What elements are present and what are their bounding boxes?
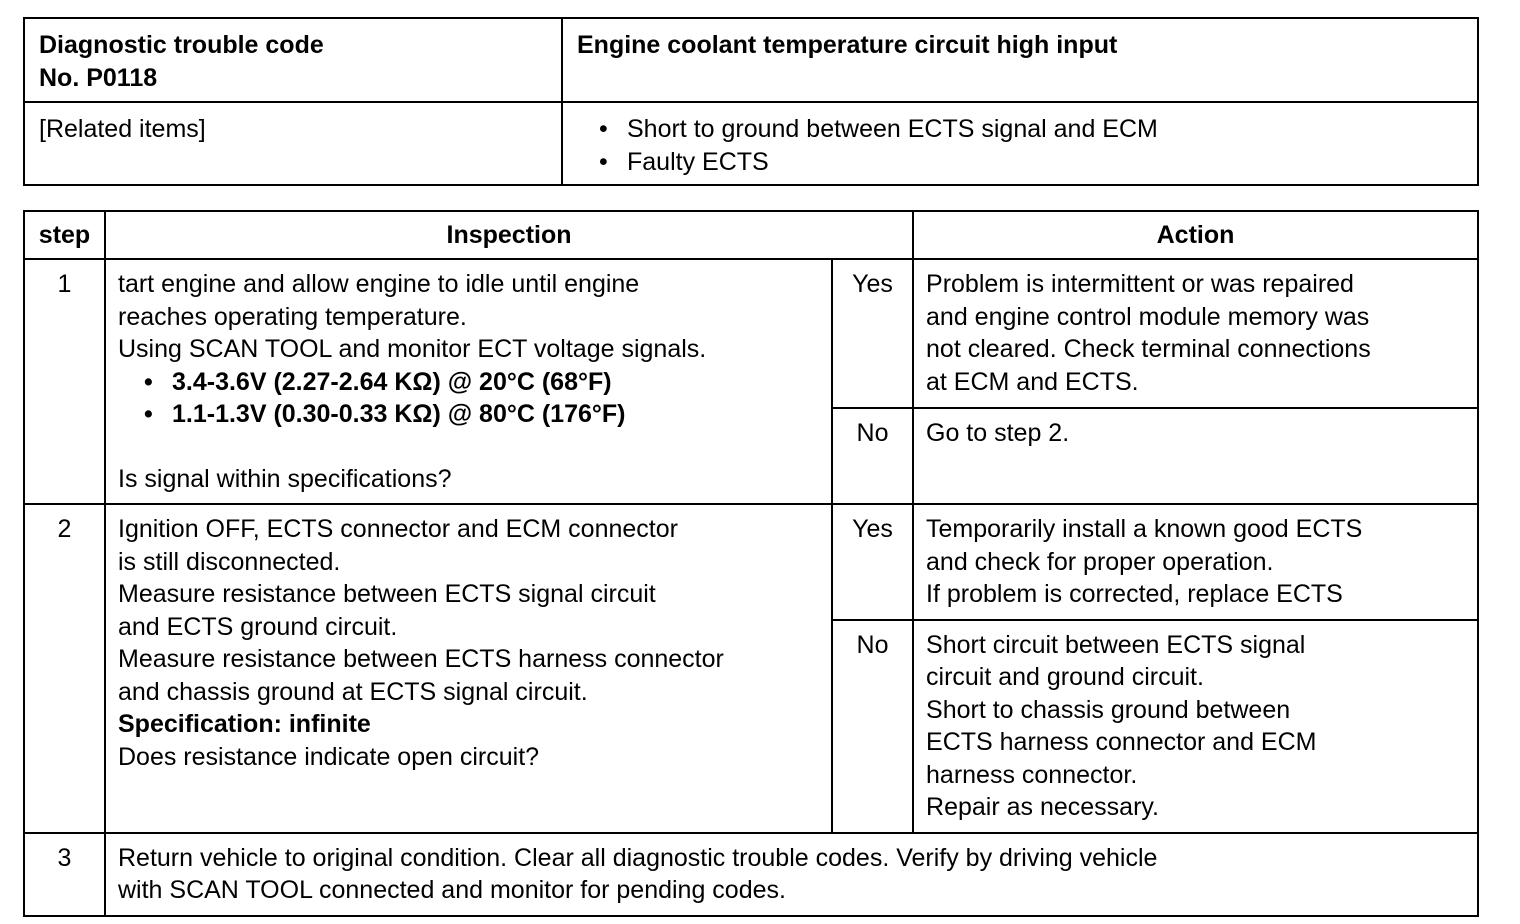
inspection-question: Is signal within specifications? [118, 464, 452, 493]
no-action-cell [913, 620, 1478, 833]
action-line: Temporarily install a known good ECTS [926, 515, 1363, 543]
inspection-line: tart engine and allow engine to idle until engine [118, 270, 640, 298]
related-label-cell [24, 102, 562, 185]
action-column-header: Action [913, 211, 1478, 259]
no-label: No [832, 620, 913, 833]
inspection-column-header: Inspection [105, 211, 913, 259]
step-number: 1 [24, 259, 105, 504]
related-items-label: [Related items] [39, 115, 206, 143]
dtc-title-cell [562, 18, 1478, 102]
action-line: Go to step 2. [926, 418, 1070, 447]
action-line: harness connector. [926, 760, 1138, 789]
action-line: If problem is corrected, replace ECTS [926, 580, 1343, 608]
related-items-cell [562, 102, 1478, 185]
action-line: Problem is intermittent or was repaired [926, 270, 1354, 298]
dtc-title: Engine coolant temperature circuit high input [577, 31, 1118, 59]
inspection-line: and chassis ground at ECTS signal circuit. [118, 677, 588, 706]
inspection-line: Using SCAN TOOL and monitor ECT voltage signals. [118, 335, 707, 363]
spec-item: • 1.1-1.3V (0.30-0.33 KΩ) @ 80°C (176°F) [144, 398, 819, 431]
related-item: • Short to ground between ECTS signal and ECM [599, 113, 1463, 146]
inspection-line: is still disconnected. [118, 547, 341, 576]
spec-item: • 3.4-3.6V (2.27-2.64 KΩ) @ 20°C (68°F) [144, 366, 819, 399]
inspection-line: and ECTS ground circuit. [118, 612, 398, 641]
yes-action-cell [913, 259, 1478, 408]
final-step-cell [105, 833, 1478, 916]
dtc-label: Diagnostic trouble code [39, 31, 324, 59]
yes-label: Yes [832, 259, 913, 408]
inspection-line: Ignition OFF, ECTS connector and ECM connector [118, 515, 678, 543]
inspection-line: reaches operating temperature. [118, 302, 467, 331]
step-column-header: step [24, 211, 105, 259]
step-number: 3 [24, 833, 105, 916]
dtc-code-cell [24, 18, 562, 102]
dtc-number: No. P0118 [39, 63, 158, 92]
inspection-line: Measure resistance between ECTS signal circuit [118, 580, 656, 608]
action-line: circuit and ground circuit. [926, 663, 1204, 691]
final-step-line: with SCAN TOOL connected and monitor for pending codes. [118, 876, 786, 904]
related-items-list [573, 113, 1463, 178]
yes-label: Yes [832, 504, 913, 620]
final-step-line: Return vehicle to original condition. Clear all diagnostic trouble codes. Verify by driving vehicle [118, 843, 1158, 872]
dtc-header-table [23, 17, 1479, 186]
action-line: and check for proper operation. [926, 547, 1274, 576]
spec-list [118, 366, 819, 431]
action-line: Short to chassis ground between [926, 695, 1291, 724]
inspection-question: Does resistance indicate open circuit? [118, 742, 540, 771]
inspection-line: Measure resistance between ECTS harness connector [118, 645, 724, 673]
action-line: not cleared. Check terminal connections [926, 335, 1371, 363]
action-line: Repair as necessary. [926, 793, 1159, 821]
inspection-cell [105, 259, 832, 504]
related-item: • Faulty ECTS [599, 146, 1463, 179]
action-line: ECTS harness connector and ECM [926, 728, 1317, 756]
action-line: and engine control module memory was [926, 302, 1370, 331]
action-line: at ECM and ECTS. [926, 367, 1139, 396]
yes-action-cell [913, 504, 1478, 620]
step-number: 2 [24, 504, 105, 833]
inspection-cell [105, 504, 832, 833]
action-line: Short circuit between ECTS signal [926, 630, 1306, 659]
no-label: No [832, 408, 913, 504]
diagnostic-steps-table [23, 210, 1479, 917]
specification-label: Specification: infinite [118, 710, 371, 738]
no-action-cell [913, 408, 1478, 504]
